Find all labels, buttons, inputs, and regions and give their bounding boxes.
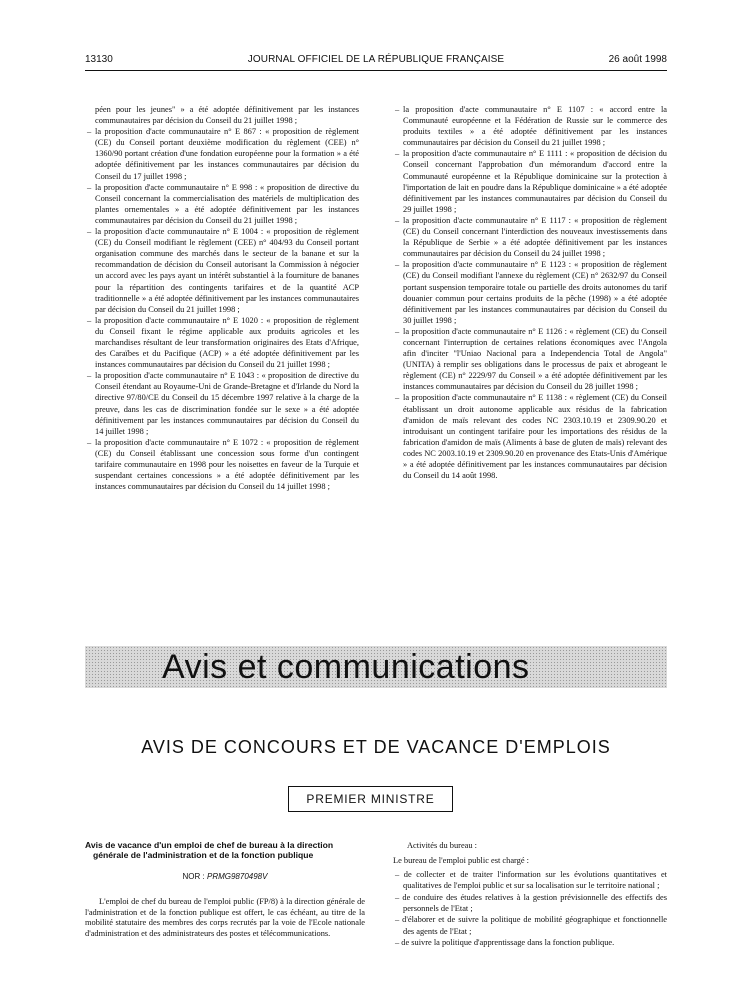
list-item: – de suivre la politique d'apprentissage dans la fonction publique. bbox=[395, 938, 615, 948]
notice bbox=[85, 840, 365, 939]
list-item: péen pour les jeunes" » a été adoptée définitivement par les instances communautaires par décision du Conseil du 21 juillet 1998 ; bbox=[95, 105, 359, 126]
list-item: – la proposition d'acte communautaire n° E 1126 : « règlement (CE) du Conseil concernant l'interruption de certaines relations économiques avec l'Angola afin d'inciter "l'Uniao Nacional para a Independencia Total de Angola" (UNITA) à remplir ses obligations dans le processus de paix et abrogeant le règlement (CE) n° 2229/97 du Conseil » a été adoptée définitivement par les instances communautaires par décision du Conseil du 28 juillet 1998 ; bbox=[395, 326, 667, 392]
issue-date: 26 août 1998 bbox=[608, 54, 667, 65]
notice-body: L'emploi de chef du bureau de l'emploi public (FP/8) à la direction générale de l'administration et de la fonction publique est offert, le cas échéant, au titre de la mobilité statutaire des membres des corps recrutés par la voie de l'Ecole nationale d'administration et des administrateurs des postes et télécommunications. bbox=[85, 897, 365, 938]
list-item: – la proposition d'acte communautaire n° E 1020 : « proposition de règlement du Conseil fixant le régime applicable aux produits agricoles et les marchandises résultant de leur transformation originaires des Etats d'Afrique, des Caraïbes et du Pacifique (ACP) » a été adoptée définitivement par les instances communautaires par décision du Conseil du 21 juillet 1998 ; bbox=[87, 315, 359, 370]
list-item: – la proposition d'acte communautaire n° E 867 : « proposition de règlement (CE) du Conseil portant deuxième modification du règlement (CEE) n° 1360/90 portant création d'une fondation européenne pour la formation » a été adoptée définitivement par les instances communautaires par décision du Conseil du 17 juillet 1998 ; bbox=[87, 127, 359, 181]
header-rule bbox=[85, 70, 667, 71]
list-item: – la proposition d'acte communautaire n° E 1043 : « proposition de directive du Conseil étendant au Royaume-Uni de Grande-Bretagne et d'Irlande du Nord la directive 97/80/CE du Conseil du 15 décembre 1997 relative à la charge de la preuve, dans les cas de discrimination fondée sur le sexe » a été adoptée définitivement par les instances communautaires par décision du Conseil du 14 juillet 1998 ; bbox=[87, 371, 359, 436]
activities-subtitle: Activités du bureau : bbox=[407, 841, 478, 850]
activities-list bbox=[393, 869, 667, 949]
list-item: – la proposition d'acte communautaire n° E 998 : « proposition de directive du Conseil concernant la commercialisation des matériels de multiplication des plantes ornementales » a été adoptée définitivement par les instances communautaires par décision du Conseil du 21 juillet 1998 ; bbox=[87, 182, 359, 225]
nor-code: PRMG9870498V bbox=[206, 872, 268, 882]
section-title: AVIS DE CONCOURS ET DE VACANCE D'EMPLOIS bbox=[141, 737, 611, 757]
section-banner bbox=[85, 646, 667, 688]
list-item: – d'élaborer et de suivre la politique de mobilité géographique et fonctionnelle des agents de l'Etat ; bbox=[395, 915, 667, 936]
right-column bbox=[393, 104, 667, 481]
banner-title: Avis et communications bbox=[162, 648, 530, 686]
list-item: – la proposition d'acte communautaire n° E 1111 : « proposition de décision du Conseil concernant l'approbation d'un mémorandum d'accord entre la Communauté européenne et la République dominicaine sur la protection à l'importation de lait en poudre dans la République dominicaine » a été adoptée définitivement par les instances communautaires par décision du Conseil du 29 juillet 1998 ; bbox=[395, 149, 667, 214]
activities-lead: Le bureau de l'emploi public est chargé : bbox=[393, 856, 530, 866]
notice-title: Avis de vacance d'un emploi de chef de bureau à la direction générale de l'administration et de la fonction publique bbox=[85, 840, 334, 861]
ministry-box: PREMIER MINISTRE bbox=[288, 786, 453, 812]
activities bbox=[393, 840, 667, 949]
page-header bbox=[85, 52, 667, 68]
list-item: – de conduire des études relatives à la gestion prévisionnelle des effectifs des personnels de l'Etat ; bbox=[395, 892, 668, 914]
list-item: – la proposition d'acte communautaire n° E 1072 : « proposition de règlement (CE) du Conseil établissant une concession sous forme d'un contingent tarifaire communautaire en 1998 pour les noisettes en faveur de la Turquie et suspendant certaines concessions » a été adoptée définitivement par les instances communautaires par décision du Conseil du 14 juillet 1998 ; bbox=[87, 437, 359, 492]
left-column bbox=[85, 104, 359, 492]
list-item: – la proposition d'acte communautaire n° E 1004 : « proposition de règlement (CE) du Conseil modifiant le règlement (CEE) n° 404/93 du Conseil portant organisation commune des marchés dans le secteur de la banane et sur la recommandation de décision du Conseil autorisant la Commission à négocier un accord avec les pays ayant un intérêt substantiel à la fourniture de bananes pour la répartition des contingents tarifaires et de la quantité ACP traditionnelle » a été adoptée définitivement par les instances communautaires par décision du Conseil du 21 juillet 1998 ; bbox=[87, 227, 359, 314]
list-item: – la proposition d'acte communautaire n° E 1107 : « accord entre la Communauté européenne et la Fédération de Russie sur le commerce des produits textiles » a été adoptée définitivement par les instances communautaires par décision du Conseil du 21 juillet 1998 ; bbox=[395, 105, 667, 148]
list-item: – de collecter et de traiter l'information sur les évolutions quantitatives et qualitatives de l'emploi public et sur sa localisation sur le territoire national ; bbox=[395, 869, 667, 891]
list-item: – la proposition d'acte communautaire n° E 1117 : « proposition de règlement (CE) du Conseil concernant l'interdiction des nouveaux investissements dans la République de Serbie » a été adoptée définitivement par les instances communautaires par décision du Conseil du 24 juillet 1998 ; bbox=[395, 215, 667, 259]
journal-title: JOURNAL OFFICIEL DE LA RÉPUBLIQUE FRANÇAISE bbox=[247, 54, 505, 65]
page-number: 13130 bbox=[85, 54, 113, 65]
nor-reference: NOR : PRMG9870498V bbox=[182, 872, 268, 882]
list-item: – la proposition d'acte communautaire n° E 1138 : « règlement (CE) du Conseil établissant un droit autonome applicable aux résidus de la fabrication d'amidon de maïs relevant des codes NC 2303.10.19 et 2309.90.20 et introduisant un contingent tarifaire pour les importations des résidus de la fabrication d'amidon de maïs (Aliments à base de gluten de maïs) relevant des codes NC 2003.10.19 et 2309.90.20 en provenance des Etats-Unis d'Amérique » a été adoptée définitivement par les instances communautaires par décision du Conseil du 14 août 1998. bbox=[395, 393, 667, 481]
list-item: – la proposition d'acte communautaire n° E 1123 : « proposition de règlement (CE) du Conseil modifiant l'annexe du règlement (CE) n° 2632/97 du Conseil portant suspension temporaire totale ou partielle des droits autonomes du tarif douanier commun pour certains produits de la pêche (1998) » a été adoptée définitivement par les instances communautaires par décision du Conseil du 30 juillet 1998 ; bbox=[395, 260, 667, 325]
